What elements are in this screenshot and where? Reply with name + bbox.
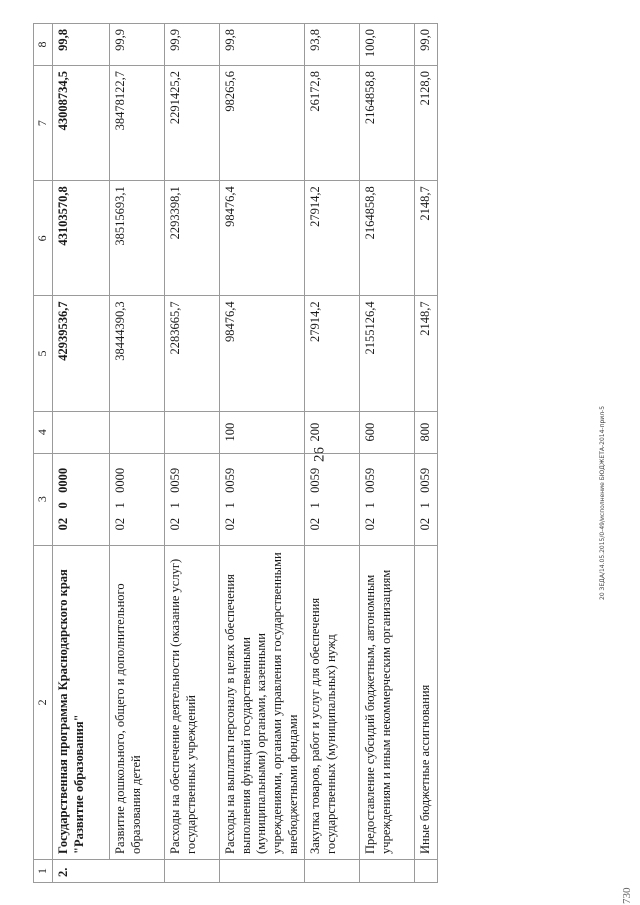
- row-description: Развитие дошкольного, общего и дополнительного образования детей: [110, 545, 165, 859]
- row-value-8: 99,8: [53, 24, 110, 66]
- row-value-8: 99,9: [165, 24, 220, 66]
- code-part-b: 1: [113, 502, 127, 509]
- row-code4: 200: [305, 411, 360, 453]
- row-value-5: 38444390,3: [110, 296, 165, 411]
- row-number: 2.: [53, 859, 110, 882]
- code-part-a: 02: [363, 517, 378, 531]
- code-part-a: 02: [418, 517, 433, 531]
- row-description: Расходы на обеспечение деятельности (оказание услуг) государственных учреждений: [165, 545, 220, 859]
- row-value-8: 99,9: [110, 24, 165, 66]
- row-code4: [53, 411, 110, 453]
- footer-file-id: 20 ЗЕДА/14.05.2015/0-49/исполнение БЮДЖЕТА-2014-прил-5: [599, 405, 606, 600]
- row-value-7: 2128,0: [415, 65, 438, 180]
- row-value-7: 98265,6: [220, 65, 305, 180]
- header-cell: 2: [34, 545, 53, 859]
- code-part-b: 1: [308, 502, 323, 509]
- code-part-a: 02: [168, 517, 182, 531]
- row-value-7: 38478122,7: [110, 65, 165, 180]
- code-part-c: 0059: [418, 467, 433, 493]
- row-value-6: 98476,4: [220, 181, 305, 296]
- header-cell: 6: [34, 181, 53, 296]
- header-cell: 4: [34, 411, 53, 453]
- code-part-b: 0: [56, 502, 70, 509]
- code-part-c: 0059: [363, 467, 378, 493]
- code-part-a: 02: [308, 517, 323, 531]
- table-row: [220, 24, 305, 883]
- code-part-a: 02: [56, 517, 70, 531]
- row-code4: [165, 411, 220, 453]
- code-part-a: 02: [223, 517, 237, 531]
- code-part-c: 0059: [223, 467, 237, 493]
- code-part-b: 1: [168, 502, 182, 509]
- table-header-row: [34, 24, 53, 883]
- row-description: Закупка товаров, работ и услуг для обеспечения государственных (муниципальных) нужд: [305, 545, 360, 859]
- row-value-5: 2283665,7: [165, 296, 220, 411]
- row-number: [360, 859, 415, 882]
- row-value-5: 27914,2: [305, 296, 360, 411]
- row-number: [165, 859, 220, 882]
- row-value-8: 93,8: [305, 24, 360, 66]
- row-description: Иные бюджетные ассигнования: [415, 545, 438, 859]
- row-value-8: 99,8: [220, 24, 305, 66]
- row-value-5: 98476,4: [220, 296, 305, 411]
- row-value-5: 2148,7: [415, 296, 438, 411]
- code-part-b: 1: [223, 502, 237, 509]
- row-code: [360, 453, 415, 545]
- row-code: [305, 453, 360, 545]
- row-number: [305, 859, 360, 882]
- row-code4: [110, 411, 165, 453]
- code-part-c: 0059: [168, 467, 182, 493]
- row-description: Государственная программа Краснодарского края "Развитие образования": [53, 545, 110, 859]
- page-number: 26: [311, 447, 328, 462]
- row-number: [110, 859, 165, 882]
- code-part-c: 0000: [113, 467, 127, 493]
- row-value-6: 2293398,1: [165, 181, 220, 296]
- table-row: [110, 24, 165, 883]
- row-value-5: 2155126,4: [360, 296, 415, 411]
- table-row: [415, 24, 438, 883]
- row-code: [220, 453, 305, 545]
- code-part-a: 02: [113, 517, 127, 531]
- row-number: [415, 859, 438, 882]
- corner-page-mark: 730: [621, 887, 633, 904]
- row-code4: 800: [415, 411, 438, 453]
- row-value-8: 100,0: [360, 24, 415, 66]
- header-cell: 1: [34, 859, 53, 882]
- row-number: [220, 859, 305, 882]
- code-part-b: 1: [363, 502, 378, 509]
- row-value-5: 42939536,7: [53, 296, 110, 411]
- row-code: [110, 453, 165, 545]
- table-row: [360, 24, 415, 883]
- row-description: Предоставление субсидий бюджетным, автономным учреждениям и иным некоммерческим организациям: [360, 545, 415, 859]
- row-value-6: 27914,2: [305, 181, 360, 296]
- budget-table-rotated: [33, 23, 583, 883]
- header-cell: 8: [34, 24, 53, 66]
- row-value-6: 2164858,8: [360, 181, 415, 296]
- row-code: [165, 453, 220, 545]
- row-description: Расходы на выплаты персоналу в целях обеспечения выполнения функций государственными (муниципальными) органами, казенными учреждениями, органами управления государственными внебюджетными фондами: [220, 545, 305, 859]
- row-code: [415, 453, 438, 545]
- header-cell: 5: [34, 296, 53, 411]
- row-code4: 100: [220, 411, 305, 453]
- row-value-7: 2291425,2: [165, 65, 220, 180]
- row-code: [53, 453, 110, 545]
- table-row: [165, 24, 220, 883]
- row-value-6: 43103570,8: [53, 181, 110, 296]
- header-cell: 3: [34, 453, 53, 545]
- row-value-6: 2148,7: [415, 181, 438, 296]
- row-value-7: 43008734,5: [53, 65, 110, 180]
- table-row: [53, 24, 110, 883]
- row-value-6: 38515693,1: [110, 181, 165, 296]
- code-part-b: 1: [418, 502, 433, 509]
- header-cell: 7: [34, 65, 53, 180]
- budget-table: [33, 23, 438, 883]
- row-code4: 600: [360, 411, 415, 453]
- row-value-7: 26172,8: [305, 65, 360, 180]
- table-row: [305, 24, 360, 883]
- row-value-7: 2164858,8: [360, 65, 415, 180]
- code-part-c: 0000: [56, 467, 70, 493]
- code-part-c: 0059: [308, 467, 323, 493]
- row-value-8: 99,0: [415, 24, 438, 66]
